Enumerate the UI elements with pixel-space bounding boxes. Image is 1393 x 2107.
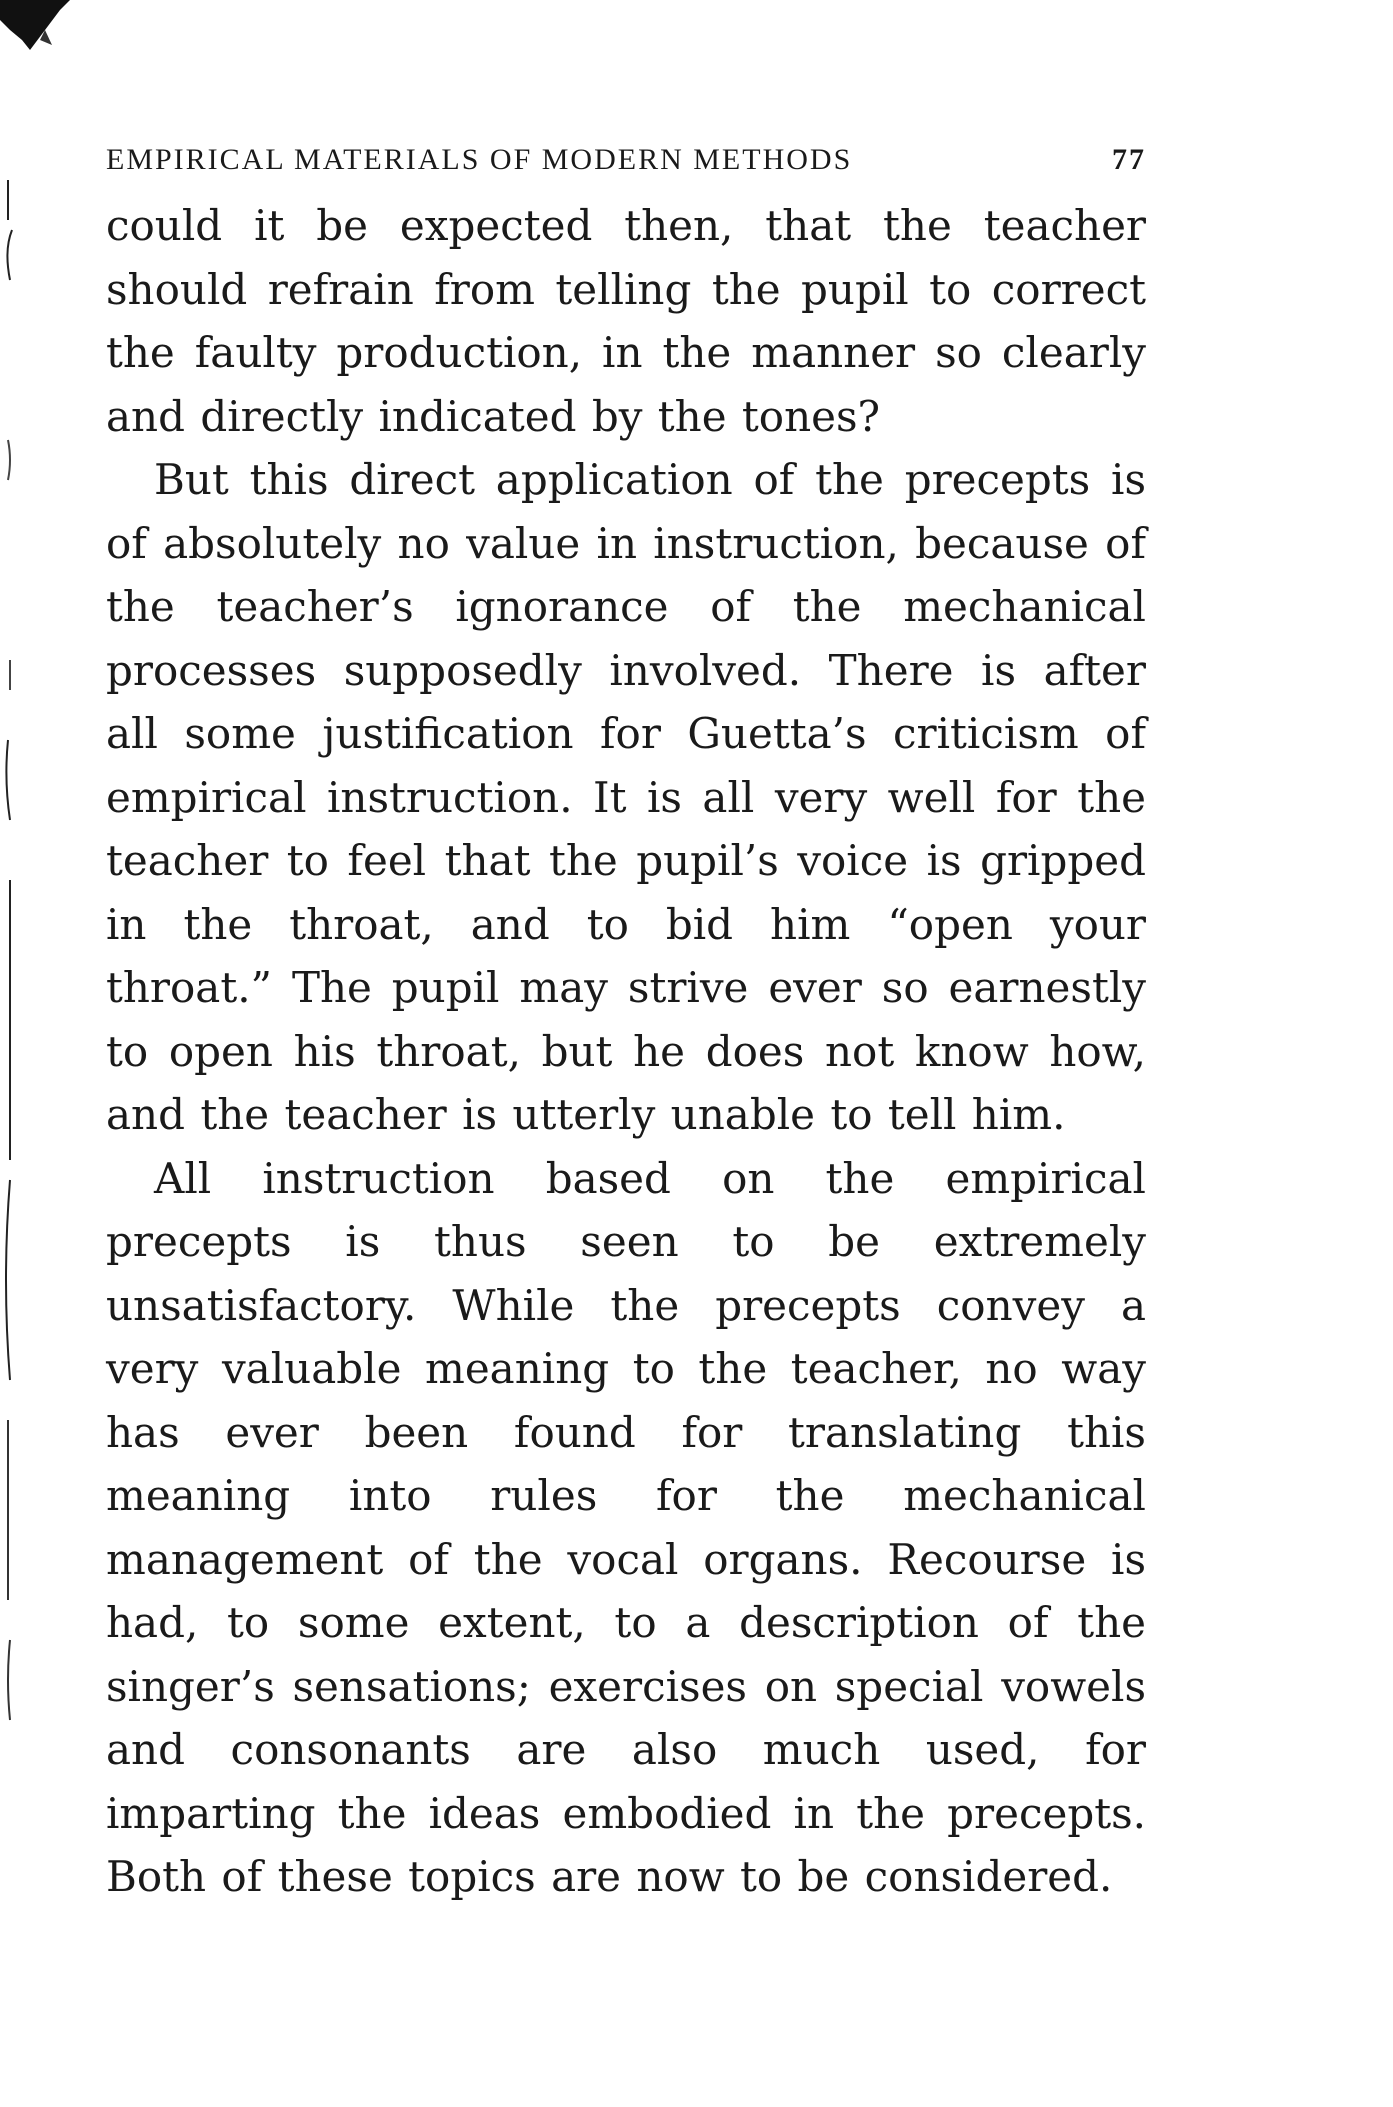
body-text (106, 194, 1146, 1909)
paragraph-2: But this direct application of the precepts is of absolutely no value in instruction, because of the teacher’s ignorance of the mechanical processes supposedly involved. There is after all some justification for Guetta’s criticism of empirical instruction. It is all very well for the teacher to feel that the pupil’s voice is gripped in the throat, and to bid him “open your throat.” The pupil may strive ever so earnestly to open his throat, but he does not know how, and the teacher is utterly unable to tell him. (106, 455, 1146, 1139)
scan-edge-artifact (0, 0, 90, 70)
binding-edge-marks (0, 180, 30, 1980)
paragraph-1: could it be expected then, that the teacher should refrain from telling the pupil to correct the faulty production, in the manner so clearly and directly indicated by the tones? (106, 201, 1146, 441)
book-page (106, 130, 1146, 1909)
page-number: 77 (1112, 143, 1146, 176)
chapter-running-title: EMPIRICAL MATERIALS OF MODERN METHODS (106, 143, 853, 176)
paragraph-3: All instruction based on the empirical precepts is thus seen to be extremely unsatisfactory. While the precepts convey a very valuable meaning to the teacher, no way has ever been found for translating this meaning into rules for the mechanical management of the vocal organs. Recourse is had, to some extent, to a description of the singer’s sensations; exercises on special vowels and consonants are also much used, for imparting the ideas embodied in the precepts. Both of these topics are now to be considered. (106, 1153, 1146, 1901)
running-header (106, 130, 1146, 190)
